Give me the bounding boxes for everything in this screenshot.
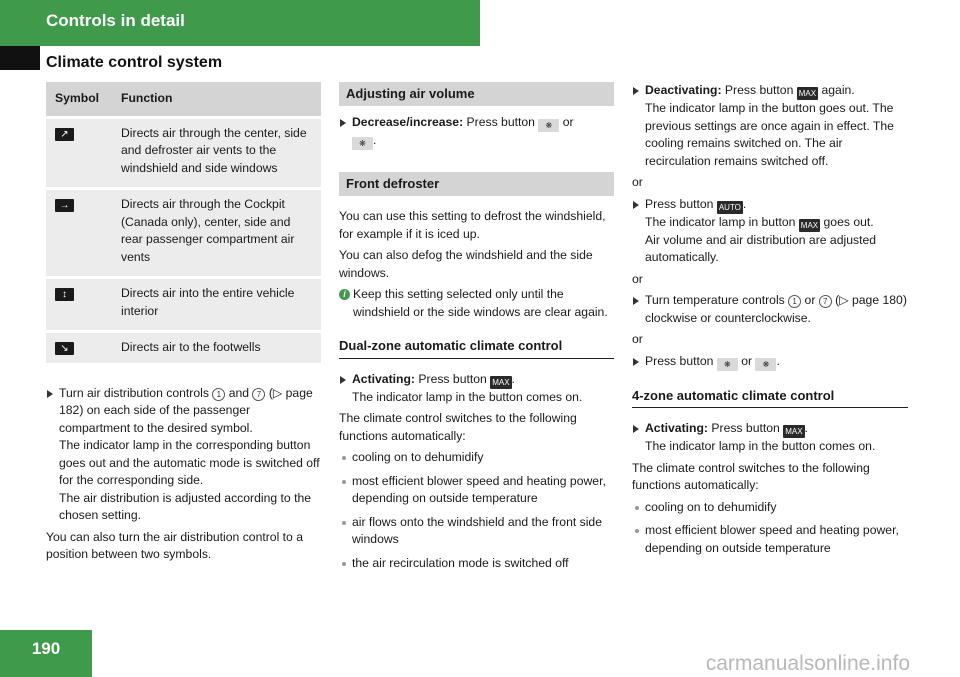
max-defrost-button-icon: MAX <box>492 377 510 387</box>
info-note: i Keep this setting selected only until the windshield or the side windows are clear again. <box>339 286 614 321</box>
air-entire-interior-symbol-icon: ↕ <box>55 288 74 301</box>
max-defrost-button-icon: MAX <box>798 89 817 98</box>
list-item: cooling on to dehumidify <box>339 449 614 467</box>
heading-front-defroster: Front defroster <box>339 172 614 196</box>
column-1 <box>46 82 321 564</box>
step-air-distribution: Turn air distribution controls 1 and 7 (▷ page 182) on each side of the passenger compartment to the desired symbol. The indicator lamp in the corresponding button goes out and the automatic mode is switched off for the corresponding side. The air distribution is adjusted according to the chosen setting. <box>46 385 321 525</box>
table-row <box>46 189 321 278</box>
or-separator: or <box>632 271 643 286</box>
step-temperature: Turn temperature controls 1 or 7 (▷ page 180) clockwise or counterclockwise. <box>632 292 908 327</box>
table-cell-function: Directs air through the center, side and defroster air vents to the windshield and side windows <box>112 117 321 189</box>
air-footwell-symbol-icon: ↘ <box>55 342 74 355</box>
section-marker <box>0 46 40 70</box>
step-activating-dual: Activating: Press button MAX . The indicator lamp in the button comes on. <box>339 371 614 407</box>
fan-decrease-button-icon: ❋ <box>755 358 776 371</box>
list-item: air flows onto the windshield and the front side windows <box>339 514 614 549</box>
list-item: most efficient blower speed and heating power, depending on outside temperature <box>339 473 614 508</box>
symbol-function-table <box>46 82 321 363</box>
table-cell-function: Directs air through the Cockpit (Canada only), center, side and rear passenger compartment air vents <box>112 189 321 278</box>
paragraph-switches: The climate control switches to the following functions automatically: <box>632 460 870 492</box>
heading-adjusting-air-volume: Adjusting air volume <box>339 82 614 106</box>
paragraph-defog: You can also defog the windshield and the side windows. <box>339 248 593 280</box>
air-center-vents-symbol-icon: → <box>55 199 74 212</box>
step-deactivating: Deactivating: Press button MAX again. The indicator lamp in the button goes out. The previous settings are once again in effect. The cooling remains switched on. The air recirculation remains switched off. <box>632 82 908 170</box>
step-activating-4zone: Activating: Press button MAX . The indicator lamp in the button comes on. <box>632 420 908 456</box>
paragraph-between-symbols: You can also turn the air distribution control to a position between two symbols. <box>46 529 303 561</box>
control-number-1: 1 <box>212 388 225 401</box>
max-defrost-button-icon: MAX <box>800 220 819 230</box>
max-defrost-button-icon: MAX <box>785 427 803 436</box>
fan-increase-button-icon: ❋ <box>352 137 373 150</box>
list-item: cooling on to dehumidify <box>632 499 908 517</box>
table-row <box>46 117 321 189</box>
column-2 <box>339 82 614 572</box>
step-decrease-increase: Decrease/increase: Press button ❋ or ❋ . <box>339 114 614 150</box>
air-windshield-symbol-icon: ↗ <box>55 128 74 141</box>
fan-increase-button-icon: ❋ <box>717 358 738 371</box>
control-number-7: 7 <box>252 388 265 401</box>
table-row <box>46 278 321 332</box>
fan-decrease-button-icon: ❋ <box>538 119 559 132</box>
table-header-function: Function <box>112 82 321 117</box>
or-separator: or <box>632 175 643 189</box>
heading-4-zone: 4-zone automatic climate control <box>632 387 908 409</box>
control-number-1: 1 <box>788 295 801 308</box>
column-3 <box>632 82 908 557</box>
heading-dual-zone: Dual-zone automatic climate control <box>339 337 614 359</box>
table-cell-function: Directs air to the footwells <box>112 332 321 363</box>
paragraph-switches: The climate control switches to the following functions automatically: <box>339 411 577 443</box>
paragraph-defrost: You can use this setting to defrost the windshield, for example if it is iced up. <box>339 209 606 241</box>
list-item: the air recirculation mode is switched off <box>339 555 614 573</box>
step-auto: Press button AUTO . The indicator lamp in button MAX goes out. Air volume and air distribution are adjusted automatically. <box>632 196 908 267</box>
section-title: Climate control system <box>46 54 223 71</box>
info-icon: i <box>339 289 350 300</box>
table-row <box>46 332 321 363</box>
control-number-7: 7 <box>819 295 832 308</box>
table-cell-function: Directs air into the entire vehicle interior <box>112 278 321 332</box>
table-header-symbol: Symbol <box>46 82 112 117</box>
or-separator: or <box>632 332 643 346</box>
list-item: most efficient blower speed and heating power, depending on outside temperature <box>632 522 908 557</box>
chapter-title: Controls in detail <box>46 11 185 30</box>
auto-button-icon: AUTO <box>718 202 741 212</box>
watermark: carmanualsonline.info <box>705 652 910 675</box>
step-fan-buttons: Press button ❋ or ❋ . <box>632 353 908 371</box>
page-number: 190 <box>31 639 61 658</box>
